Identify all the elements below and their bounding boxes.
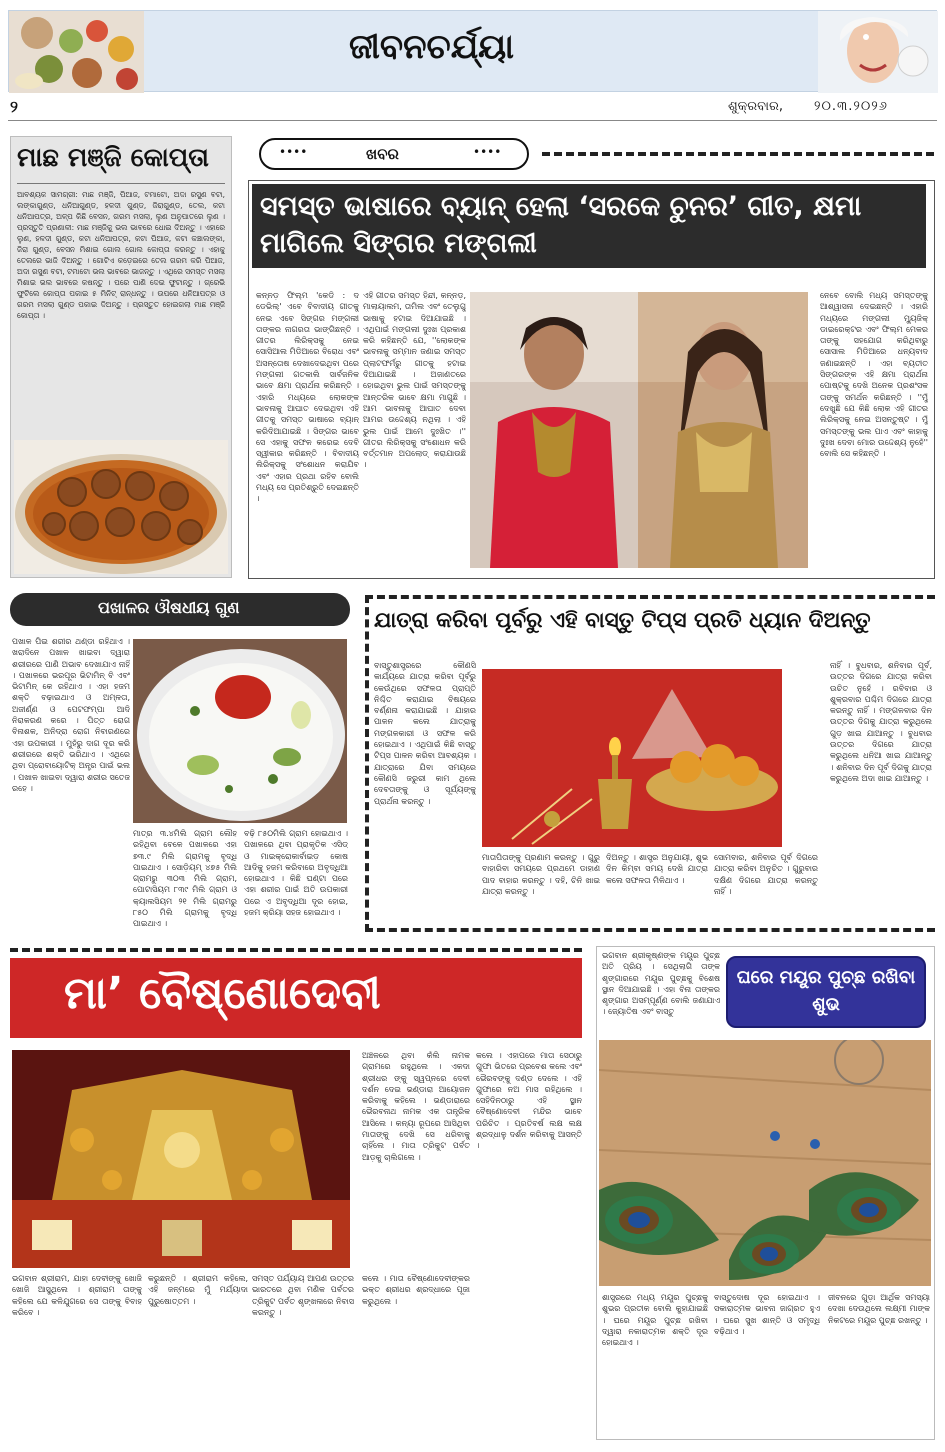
- pakhala-title: ପଖାଳର ଔଷଧୀୟ ଗୁଣ: [98, 598, 240, 617]
- masthead-title: ଜୀବନଚର୍ଯ୍ୟା: [349, 27, 514, 67]
- food-illustration: [9, 11, 144, 93]
- vastu-title: ଯାତ୍ରା କରିବା ପୂର୍ବରୁ ଏହି ବାସ୍ତୁ ଟିପ୍ସ ପ୍ରତି ଧ୍ୟାନ ଦିଅନ୍ତୁ: [374, 608, 871, 633]
- issue-day: ଶୁକ୍ରବାର,: [728, 99, 783, 114]
- news-tag-dots-right: ••••: [473, 145, 502, 159]
- news-headline: ସମସ୍ତ ଭାଷାରେ ବ୍ୟାନ୍ ହେଲା ‘ସରକେ ଚୁନର’ ଗୀତ, କ୍ଷମା ମାଗିଲେ ସିଙ୍ଗର ମଙ୍ଗଲୀ: [260, 191, 862, 259]
- peacock-photo: [599, 1040, 931, 1286]
- issue-date: ୨୦.୩.୨୦୨୬: [814, 99, 888, 114]
- header-rule: [8, 120, 937, 121]
- vastu-col-4: ସୋମବାର, ଶନିବାର ପୂର୍ବ ଦିଗରେ ଯାତ୍ରା କରିବା ଅନୁଚିତ । ଗୁରୁବାର ଦକ୍ଷିଣ ଦିଗରେ ଯାତ୍ରା କରନ୍ତୁ ନାହିଁ ।: [714, 853, 818, 896]
- vaishno-col-2: କଲେ । ଏହାପରେ ମାତା ସେଠାରୁ ଗୁଫା ଭିତରେ ପ୍ରବେଶ କଲେ ଏବଂ ଭୈରବଙ୍କୁ ଦଣ୍ଡ ଦେଲେ । ଏହି ଗୁଫାରେ ନଅ ମାସ ରହିଥିଲେ । ସେହିଦିନଠାରୁ ଏହି ସ୍ଥାନ ବୈଷ୍ଣୋଦେବୀ ମନ୍ଦିର ଭାବେ ପରିଚିତ । ପ୍ରତିବର୍ଷ ଲକ୍ଷ ଲକ୍ଷ ଶ୍ରଦ୍ଧାଳୁ ଦର୍ଶନ କରିବାକୁ ଆସନ୍ତି ।: [476, 1051, 582, 1151]
- actress-photo: [638, 292, 808, 568]
- vaishno-bottom-1: ଭଗବାନ ଶ୍ରୀରାମ, ଯାହା ଦେବୀଙ୍କୁ ଖୋଜି ଖୋଜି ଆସୁଥିଲେ । ଶ୍ରୀରାମ ତାଙ୍କୁ କହିଲେ ଯେ କଳିଯୁଗରେ ସେ ତାଙ୍କୁ ବିବାହ କରିବେ ।: [12, 1274, 142, 1317]
- kofta-illustration: [14, 440, 228, 574]
- singer-photo: [470, 292, 638, 568]
- pakhala-col-3: ବଢ଼ି ୮୫୦ମିଲି ଗ୍ରାମ ହୋଇଥାଏ । ପଖାଳରେ ଥିବା ପ୍ରାକୃତିକ ଏସିଡ୍ ଓ ମାଇକ୍ରୋକାର୍ବାଇଡ଼ କୋଷ ଆଦିକୁ ହଜମ କରିବାରେ ଅବୃଦ୍ଧିଆ ହୋଇଥାଏ । କିଛି ଘଣ୍ଟା ପରେ ଏହା ଶରୀର ପାଇଁ ଅତି ଉପକାରୀ ପରେ ଏ ଅବୃଦ୍ଧିଆ ଦୂର ହୋଇ, ହଜମ କ୍ରିୟା ସହଜ ହୋଇଥାଏ ।: [244, 829, 348, 918]
- masthead: [8, 10, 937, 92]
- news-col-3: ନେବେ ବୋଲି ମଧ୍ୟ ସମସ୍ତଙ୍କୁ ଆଶ୍ୱାସନା ଦେଇଛନ୍ତି । ଏହାରି ମଧ୍ୟରେ ମଙ୍ଗଲୀ ମ୍ୟୁଜିକ୍ ଡାଇରେକ୍ଟର ଏବଂ ଫିଲ୍ମ ମେକର ତାଙ୍କୁ ସହଯୋଗ କରିଥିବାରୁ ସୋସାଲ ମିଡିଆରେ ଧନ୍ୟବାଦ ଜଣାଇଛନ୍ତି । ଏହା ବ୍ୟତୀତ ସିଙ୍ଗରଙ୍କ ଏହି କ୍ଷମା ପ୍ରାର୍ଥନା ପୋଷ୍ଟକୁ ଦେଖି ଅନେକ ପ୍ରଶଂସକ ତାଙ୍କୁ ସମର୍ଥନ କରିଛନ୍ତି । ''ମୁଁ ଦେଖୁଛି ଯେ କିଛି ଲୋକ ଏହି ଗୀତର ଲିରିକ୍ସକୁ ନେଇ ଅସନ୍ତୁଷ୍ଟ । ମୁଁ ସମସ୍ତଙ୍କୁ ଭଲ ପାଏ ଏବଂ କାହାକୁ ଦୁଃଖ ଦେବା ମୋର ଉଦ୍ଦେଶ୍ୟ ନୁହେଁ'' ବୋଲି ସେ କହିଛନ୍ତି ।: [820, 291, 928, 459]
- peacock-intro: ଭଗବାନ ଶ୍ରୀକୃଷ୍ଣଙ୍କ ମୟୂର ପୁଚ୍ଛ ଅତି ପ୍ରିୟ । ସେଥିଲାଗି ତାଙ୍କ ଶୃଙ୍ଗାରରେ ମୟୂର ପୁଚ୍ଛକୁ ବିଶେଷ ସ୍ଥାନ ଦିଆଯାଇଛି । ଏହା ବିନା ତାଙ୍କର ଶୃଙ୍ଗାର ଅସମ୍ପୂର୍ଣ୍ଣ ବୋଲି ଜଣାଯାଏ । ଜ୍ୟୋତିଷ ଏବଂ ବାସ୍ତୁ: [602, 951, 720, 1017]
- temple-photo: [12, 1050, 350, 1268]
- vastu-col-1: ବାସ୍ତୁଶାସ୍ତ୍ରରେ କୌଣସି କାର୍ଯ୍ୟରେ ଯାତ୍ରା କରିବା ପୂର୍ବରୁ କେଉଁଥିରେ ସଫଳତା ପ୍ରାପ୍ତି ନିଶ୍ଚିତ କରାଯାଇ ବିଷୟରେ ବର୍ଣ୍ଣନା କରାଯାଇଛି । ଯାହାର ପାଳନ କଲେ ଯାତ୍ରାକୁ ମଙ୍ଗଳକାରୀ ଓ ସଫଳ କରି ହୋଇଥାଏ । ଏଥିପାଇଁ କିଛି ବାସ୍ତୁ ଟିପ୍ସ ପାଳନ କରିବା ଆବଶ୍ୟକ । ଯାତ୍ରାରେ ଯିବା ସମୟରେ କୌଣସି ଜରୁରୀ କାମ ଥିଲେ ଦେବତାଙ୍କୁ ଓ ସୂର୍ଯ୍ୟଙ୍କୁ ପ୍ରାର୍ଥନା କରନ୍ତୁ ।: [374, 661, 476, 806]
- vaishno-top-rule: [10, 948, 582, 952]
- news-tag-dots-left: ••••: [279, 145, 308, 159]
- peacock-title: ଘରେ ମୟୂର ପୁଚ୍ଛ ରଖିବା ଶୁଭ: [736, 967, 916, 1015]
- puja-photo: [482, 669, 782, 847]
- page-number: ୨: [10, 97, 18, 116]
- vastu-col-5: ନାହିଁ । ବୁଧବାର, ଶନିବାର ପୂର୍ବ, ଉତ୍ତର ଦିଗରେ ଯାତ୍ରା କରିବା ଉଚିତ ନୁହେଁ । ରବିବାର ଓ ଶୁକ୍ରବାର ପଶ୍ଚିମ ଦିଗରେ ଯାତ୍ରା କରନ୍ତୁ ନାହିଁ । ମଙ୍ଗଳବାର ଦିନ ଉତ୍ତର ଦିଗକୁ ଯାତ୍ରା କରୁଥିଲେ ଗୁଡ଼ ଖାଇ ଯାଆନ୍ତୁ । ବୁଧବାର ଉତ୍ତର ଦିଗରେ ଯାତ୍ରା କରୁଥିଲେ ଧନିଆ ଖାଇ ଯାଆନ୍ତୁ । ଶନିବାର ଦିନ ପୂର୍ବ ଦିଗକୁ ଯାତ୍ରା କରୁଥିଲେ ଅଦା ଖାଇ ଯାଆନ୍ତୁ ।: [830, 661, 932, 783]
- vastu-col-3: ଦିଅନ୍ତୁ । ଶାସ୍ତ୍ର ଅନୁଯାୟୀ, ଶୁଭ ଦିନ କିମ୍ବା ସମୟ ଦେଖି ଯାତ୍ରା କଲେ ସଫଳତା ମିଳିଥାଏ ।: [606, 853, 708, 885]
- woman-illustration: [818, 11, 938, 93]
- vaishno-title-box: [10, 958, 582, 1038]
- peacock-title-box: [726, 956, 926, 1028]
- recipe-box: [10, 136, 232, 578]
- news-tag: [259, 138, 529, 170]
- news-tag-rule: [542, 152, 934, 156]
- news-col-1: କନ୍ନଡ଼ ଫିଲ୍ମ 'କେଡି : ଦ ଡେଭିଲ୍' ଏବେ ବିବାଦୀୟ ଗୀତକୁ ନେଇ ଏବେ ସିଙ୍ଗର ମଙ୍ଗଲୀ ତାଙ୍କର ନାଗରତା ଭାଙ୍ଗିଛନ୍ତି । ଗୀତର ଲିରିକ୍ସକୁ ନେଇ ସୋସିଆଲ ମିଡିଆରେ ବିରୋଧ ଏବଂ ଅସନ୍ତୋଷ ଦେଖାଦେଇଥିବା ପରେ ମଙ୍ଗଲୀ ଗତକାଲି ସାର୍ବଜନିକ ଭାବେ କ୍ଷମା ପ୍ରାର୍ଥନା କରିଛନ୍ତି । ଏହାରି ମଧ୍ୟରେ ଲୋକଙ୍କ ଭାବନାକୁ ଆଘାତ ଦେଇଥିବା ଏହି ଗୀତକୁ ସମସ୍ତ ଭାଷାରେ ବ୍ୟାନ୍ କରିଦିଆଯାଇଛି । ସିଙ୍ଗର ଭାବେ ସେ ଏହାକୁ ସଫଳ କରେଇ ଦେବି ସ୍ୱୀକାର କରିଛନ୍ତି । ବିବାଦୀୟ ଲିରିକ୍ସକୁ ସଂଶୋଧନ କରାଯିବ ଏବଂ ଏହାର ପ୍ରଥା ରହିବ ବୋଲି ମଧ୍ୟ ସେ ପ୍ରତିଶ୍ରୁତି ଦେଇଛନ୍ତି ।: [256, 291, 359, 504]
- vaishno-col-1: ଅଞ୍ଚଳରେ ଥିବା କଁଲି ନାମକ ଗ୍ରାମରେ ରହୁଥିଲେ । ଏକଦା ଶ୍ରୀଧର ଙ୍କୁ ସ୍ୱପ୍ନରେ ଦେବୀ ଦର୍ଶନ ଦେଇ ଭଣ୍ଡାରା ଆୟୋଜନ କରିବାକୁ କହିଲେ । ଭଣ୍ଡାରାରେ ଭୈରବନାଥ ନାମକ ଏକ ତାନ୍ତ୍ରିକ ଆସିଲେ । କନ୍ୟା ରୂପରେ ଆସିଥିବା ମାତାଙ୍କୁ ଦେଖି ସେ ଧରିବାକୁ ଚାହିଁଲେ । ମାତା ତ୍ରିକୁଟ ପର୍ବତ ଆଡ଼କୁ ଚାଲିଗଲେ ।: [362, 1051, 470, 1162]
- recipe-body: ଆବଶ୍ୟକ ସାମଗ୍ରୀ: ମାଛ ମଞ୍ଜି, ପିଆଜ, ଟମାଟୋ, ଅଦା ରସୁଣ ବଟା, ଲଙ୍କାଗୁଣ୍ଡ, ଧନିଆଗୁଣ୍ଡ, ହଳଦୀ ଗୁଣ୍ଡ, ଜିରାଗୁଣ୍ଡ, ତେଲ, କଟା ଧନିଆପତ୍ର, ଅଳ୍ପ କିଛି ବେସନ, ଗରମ ମସଲା, ଲୁଣ ଅନୁପାତରେ ଲୁଣ । ପ୍ରସ୍ତୁତି ପ୍ରଣାଳୀ: ମାଛ ମଞ୍ଜିକୁ ଭଲ ଭାବରେ ଧୋଇ ଦିଅନ୍ତୁ । ଏହାରେ ଲୁଣ, ହଳଦୀ ଗୁଣ୍ଡ, କଟା ଧନିଆପତ୍ର, କଟା ପିଆଜ, କଟା କଞ୍ଚାଲଙ୍କା, ଜିରା ଗୁଣ୍ଡ, ବେସନ ମିଶାଇ ଗୋଲ ଗୋଲ କୋପ୍ତା କରନ୍ତୁ । ଏହାକୁ ତେଲରେ ଭାଜି ଦିଅନ୍ତୁ । ଗୋଟିଏ କଡ଼େଇରେ ତେଲ ଗରମ କରି ପିଆଜ, ଅଦା ରସୁଣ ବଟା, ଟମାଟୋ ଭଲ ଭାବରେ ଭାଜନ୍ତୁ । ଏଥିରେ ସମସ୍ତ ମସଲା ମିଶାଇ ଭଲ ଭାବରେ କଷନ୍ତୁ । ପରେ ପାଣି ଦେଇ ଫୁଟାନ୍ତୁ । ଗ୍ରେଭି ଫୁଟିଲେ କୋପ୍ତା ପକାଇ ୫ ମିନିଟ୍ ରାନ୍ଧନ୍ତୁ । ଉପରେ ଧନିଆପତ୍ର ଓ ଗରମ ମସଲା ଗୁଣ୍ଡ ପକାଇ ଦିଅନ୍ତୁ । ପ୍ରସ୍ତୁତ ହୋଇଗଲା ମାଛ ମଞ୍ଜି କୋପ୍ତା ।: [17, 190, 225, 320]
- recipe-rule: [17, 183, 225, 184]
- pakhala-col-2: ମାତ୍ର ୩.୪ମିଲି ଗ୍ରାମ ଲୌହ ରହିଥିବା ବେଳେ ପଖାଳରେ ଏହା ୭୩.୯ ମିଲି ଗ୍ରାମକୁ ବୃଦ୍ଧି ପାଇଥାଏ । ସୋଡ଼ିୟମ୍ ୪୭୫ ମିଲି ଗ୍ରାମରୁ ୩୦୩ ମିଲି ଗ୍ରାମ, ପୋଟାସିୟମ ୮୩୯ ମିଲି ଗ୍ରାମ ଓ କ୍ୟାଲସିୟମ ୨୧ ମିଲି ଗ୍ରାମରୁ ୮୫୦ ମିଲି ଗ୍ରାମକୁ ବୃଦ୍ଧି ପାଇଥାଏ ।: [133, 829, 237, 928]
- vastu-col-2: ମାତାପିତାଙ୍କୁ ପ୍ରଣାମ କରନ୍ତୁ । ଗୁରୁ ବାହାରିବା ସମୟରେ ପ୍ରଥମେ ଡାହାଣ ପାଦ ବାହାର କରନ୍ତୁ । ଦହି, ଚିନି ଖାଇ ଯାତ୍ରା କରନ୍ତୁ ।: [482, 853, 600, 896]
- news-headline-box: [252, 184, 926, 268]
- peacock-col-1: ଶାସ୍ତ୍ରରେ ମଧ୍ୟ ମୟୂର ପୁଚ୍ଛକୁ ଶୁଭର ପ୍ରତୀକ ବୋଲି କୁହାଯାଇଛି । ଘରେ ମୟୂର ପୁଚ୍ଛ ରଖିବା ଦ୍ୱାରା ନକାରାତ୍ମକ ଶକ୍ତି ଦୂର ହୋଇଥାଏ ।: [602, 1293, 708, 1348]
- pakhala-title-bar: [10, 593, 350, 626]
- vaishno-title: ମା’ ବୈଷ୍ଣୋଦେବୀ: [64, 968, 381, 1019]
- vaishno-bottom-2: କରୁଛନ୍ତି । ଶ୍ରୀରାମ କହିଲେ, ଏହି ଜନ୍ମରେ ମୁଁ ମର୍ଯ୍ୟାଦା ପୁରୁଷୋତ୍ତମ ।: [148, 1274, 248, 1306]
- pakhala-photo: [133, 639, 347, 823]
- peacock-col-2: ବାସ୍ତୁଦୋଷ ଦୂର ହୋଇଥାଏ । ସକାରାତ୍ମକ ଭାବନା ଜାଗ୍ରତ ହୁଏ । ଘରେ ସୁଖ ଶାନ୍ତି ଓ ସମୃଦ୍ଧି ବଢ଼ିଥାଏ ।: [714, 1293, 820, 1336]
- pakhala-col-1: ପଖାଳ ପିଇ ଶରୀର ଥଣ୍ଡା ରହିଥାଏ । ଖରାଦିନେ ପଖାଳ ଖାଇବା ଦ୍ୱାରା ଶରୀରରେ ପାଣି ଅଭାବ ଦେଖାଯାଏ ନାହିଁ । ପଖାଳରେ ଭରପୂର ଭିଟାମିନ୍ ବି ଏବଂ ଭିଟାମିନ୍ କେ ରହିଥାଏ । ଏହା ହଜମ ଶକ୍ତି ବଢ଼ାଇଥାଏ ଓ ଅମ୍ଳତା, ଅଜୀର୍ଣ୍ଣ ଓ ପେଟଫମ୍ପା ଆଦି ନିରାକରଣ କରେ । ପିତ୍ତ ରୋଗ ବିନାଶକ, ଅନିଦ୍ରା ରୋଗ ନିବାରଣରେ ଏହା ଉପକାରୀ । ମୁହଁରୁ ଦାଗ ଦୂର କରି ଶରୀରରେ ଶକ୍ତି ଭରିଥାଏ । ଏଥିରେ ଥିବା ପ୍ରୋବାୟୋଟିକ୍ ଅନ୍ତ୍ର ପାଇଁ ଭଲ । ପଖାଳ ଖାଇବା ଦ୍ୱାରା ଶରୀର ସତେଜ ରହେ ।: [12, 637, 130, 793]
- news-tag-label: ଖବର: [366, 145, 399, 163]
- recipe-title: ମାଛ ମଞ୍ଜି କୋପ୍ତା: [17, 143, 209, 173]
- news-col-2: ଏହି ଗୀତର ସମସ୍ତ ହିନ୍ଦୀ, କନ୍ନଡ଼, ମାଲାୟାଲମ, ତାମିଲ ଏବଂ ତେଲୁଗୁ ଭାଷାକୁ ହଟାଇ ଦିଆଯାଇଛି । ଏଥିପାଇଁ ମଙ୍ଗଲୀ ଦୁଃଖ ପ୍ରକାଶ କରି କହିଛନ୍ତି ଯେ, ''ଲୋକଙ୍କ ଭାବନାକୁ ସମ୍ମାନ ଜଣାଇ ସମସ୍ତ ପ୍ଲାଟଫର୍ମରୁ ଗୀତକୁ ହଟାଇ ଦିଆଯାଇଛି । ଅଜାଣତରେ ହୋଇଥିବା ଭୁଲ ପାଇଁ ସମସ୍ତଙ୍କୁ ଆନ୍ତରିକ ଭାବେ କ୍ଷମା ମାଗୁଛି । ଆମ ଭାବନାକୁ ଆଘାତ ଦେବା ଆମର ଉଦ୍ଦେଶ୍ୟ ନଥିଲା । ଏହି ଭୁଲ ପାଇଁ ଆମେ ଦୁଃଖିତ ।'' ଗୀତର ଲିରିକ୍ସକୁ ସଂଶୋଧନ କରି ବର୍ତ୍ତମାନ ଅପଲୋଡ୍ କରାଯାଉଛି ।: [363, 291, 466, 470]
- vaishno-bottom-3: ସମସ୍ତ ପର୍ଯ୍ୟାୟ ଆପଣ ଉତ୍ତର ଭାରତରେ ଥିବା ମଣିକ ପର୍ବତର ତ୍ରିକୁଟ ପର୍ବତ ଶୃଙ୍ଖଳାରେ ନିବାସ କରନ୍ତୁ ।: [252, 1274, 354, 1317]
- peacock-col-3: ଜୀବନରେ ଗୁଡ଼ା ଆର୍ଥିକ ସମସ୍ୟା ଦେଖା ଦେଉଥିଲେ ଲକ୍ଷ୍ମୀ ମାଙ୍କ ନିକଟରେ ମୟୂର ପୁଚ୍ଛ ରଖନ୍ତୁ ।: [828, 1293, 930, 1325]
- vaishno-bottom-4: କଲେ । ମାତା ବୈଷ୍ଣୋଦେବୀଙ୍କର ଭକ୍ତ ଶ୍ରୀଧର ଶ୍ରଦ୍ଧାରେ ପୂଜା କରୁଥିଲେ ।: [362, 1274, 470, 1306]
